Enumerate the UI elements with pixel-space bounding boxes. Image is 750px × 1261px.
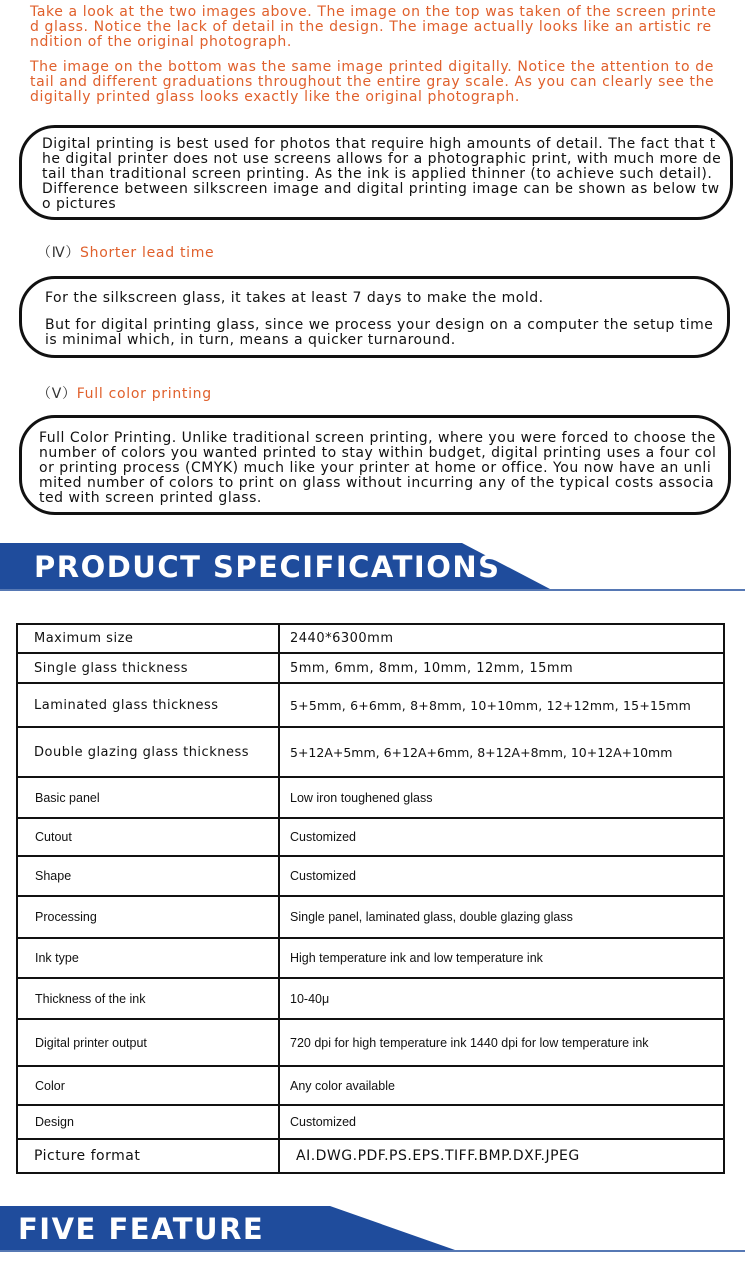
table-row <box>17 777 724 818</box>
five-feature-banner <box>0 1206 750 1256</box>
intro-paragraph-1: Take a look at the two images above. The image on the top was taken of the screen printed glass. Notice the lack of detail in the design. The image actually looks like an artistic rendition of the original photograph. <box>30 4 717 50</box>
callout-text-2: But for digital printing glass, since we process your design on a computer the setup time is minimal which, in turn, means a quicker turnaround. <box>45 317 714 348</box>
callout-text-1: For the silkscreen glass, it takes at least 7 days to make the mold. <box>45 290 544 306</box>
spec-key: Laminated glass thickness <box>17 683 279 727</box>
section-number: （Ⅴ） <box>37 386 77 402</box>
table-row <box>17 938 724 978</box>
spec-key: Processing <box>17 896 279 938</box>
section-heading-full-color <box>37 383 212 403</box>
callout-text: Digital printing is best used for photos that require high amounts of detail. The fact that the digital printer does not use screens allows for a photographic print, with much more detail than traditional screen printing. As the ink is applied thinner (to achieve such detail). Difference between silkscreen image and digital printing image can be shown as below two pictures <box>42 136 722 212</box>
specifications-table <box>16 623 725 1174</box>
spec-key: Design <box>17 1105 279 1139</box>
spec-value: 5+5mm, 6+6mm, 8+8mm, 10+10mm, 12+12mm, 15+15mm <box>279 683 724 727</box>
spec-value: Low iron toughened glass <box>279 777 724 818</box>
spec-key: Picture format <box>17 1139 279 1173</box>
spec-key: Single glass thickness <box>17 653 279 683</box>
digital-printing-callout <box>19 125 733 220</box>
spec-key: Shape <box>17 856 279 896</box>
spec-value: Customized <box>279 818 724 856</box>
table-row <box>17 624 724 653</box>
callout-text: Full Color Printing. Unlike traditional screen printing, where you were forced to choose the number of colors you wanted printed to stay within budget, digital printing uses a four color printing process (CMYK) much like your printer at home or office. You now have an unlimited number of colors to print on glass without incurring any of the typical costs associated with screen printed glass. <box>39 430 717 506</box>
intro-paragraph-2: The image on the bottom was the same image printed digitally. Notice the attention to detail and different graduations throughout the entire gray scale. As you can clearly see the digitally printed glass looks exactly like the original photograph. <box>30 59 715 105</box>
table-row <box>17 1019 724 1066</box>
spec-key: Maximum size <box>17 624 279 653</box>
section-title: Shorter lead time <box>80 245 215 261</box>
spec-key: Color <box>17 1066 279 1105</box>
product-specifications-banner <box>0 543 750 593</box>
section-heading-lead-time <box>37 242 214 262</box>
full-color-callout <box>19 415 731 515</box>
table-row <box>17 1066 724 1105</box>
spec-value: AI.DWG.PDF.PS.EPS.TIFF.BMP.DXF.JPEG <box>279 1139 724 1173</box>
spec-value: Customized <box>279 856 724 896</box>
spec-key: Cutout <box>17 818 279 856</box>
spec-value: 720 dpi for high temperature ink 1440 dpi for low temperature ink <box>279 1019 724 1066</box>
table-row <box>17 1105 724 1139</box>
lead-time-callout <box>19 276 730 358</box>
section-number: （Ⅳ） <box>37 245 81 261</box>
spec-value: Single panel, laminated glass, double glazing glass <box>279 896 724 938</box>
spec-key: Thickness of the ink <box>17 978 279 1019</box>
banner-title: PRODUCT SPECIFICATIONS <box>34 550 501 584</box>
spec-value: Any color available <box>279 1066 724 1105</box>
spec-value: 5mm, 6mm, 8mm, 10mm, 12mm, 15mm <box>279 653 724 683</box>
table-row <box>17 978 724 1019</box>
spec-value: High temperature ink and low temperature ink <box>279 938 724 978</box>
section-title: Full color printing <box>76 386 212 402</box>
table-row <box>17 896 724 938</box>
table-row <box>17 653 724 683</box>
table-row <box>17 1139 724 1173</box>
spec-key: Double glazing glass thickness <box>17 727 279 777</box>
spec-value: 5+12A+5mm, 6+12A+6mm, 8+12A+8mm, 10+12A+10mm <box>279 727 724 777</box>
table-row <box>17 727 724 777</box>
spec-value: Customized <box>279 1105 724 1139</box>
spec-key: Ink type <box>17 938 279 978</box>
banner-title: FIVE FEATURE <box>18 1212 265 1246</box>
table-row <box>17 818 724 856</box>
table-row <box>17 856 724 896</box>
spec-value: 10-40μ <box>279 978 724 1019</box>
spec-value: 2440*6300mm <box>279 624 724 653</box>
spec-key: Digital printer output <box>17 1019 279 1066</box>
table-row <box>17 683 724 727</box>
spec-key: Basic panel <box>17 777 279 818</box>
